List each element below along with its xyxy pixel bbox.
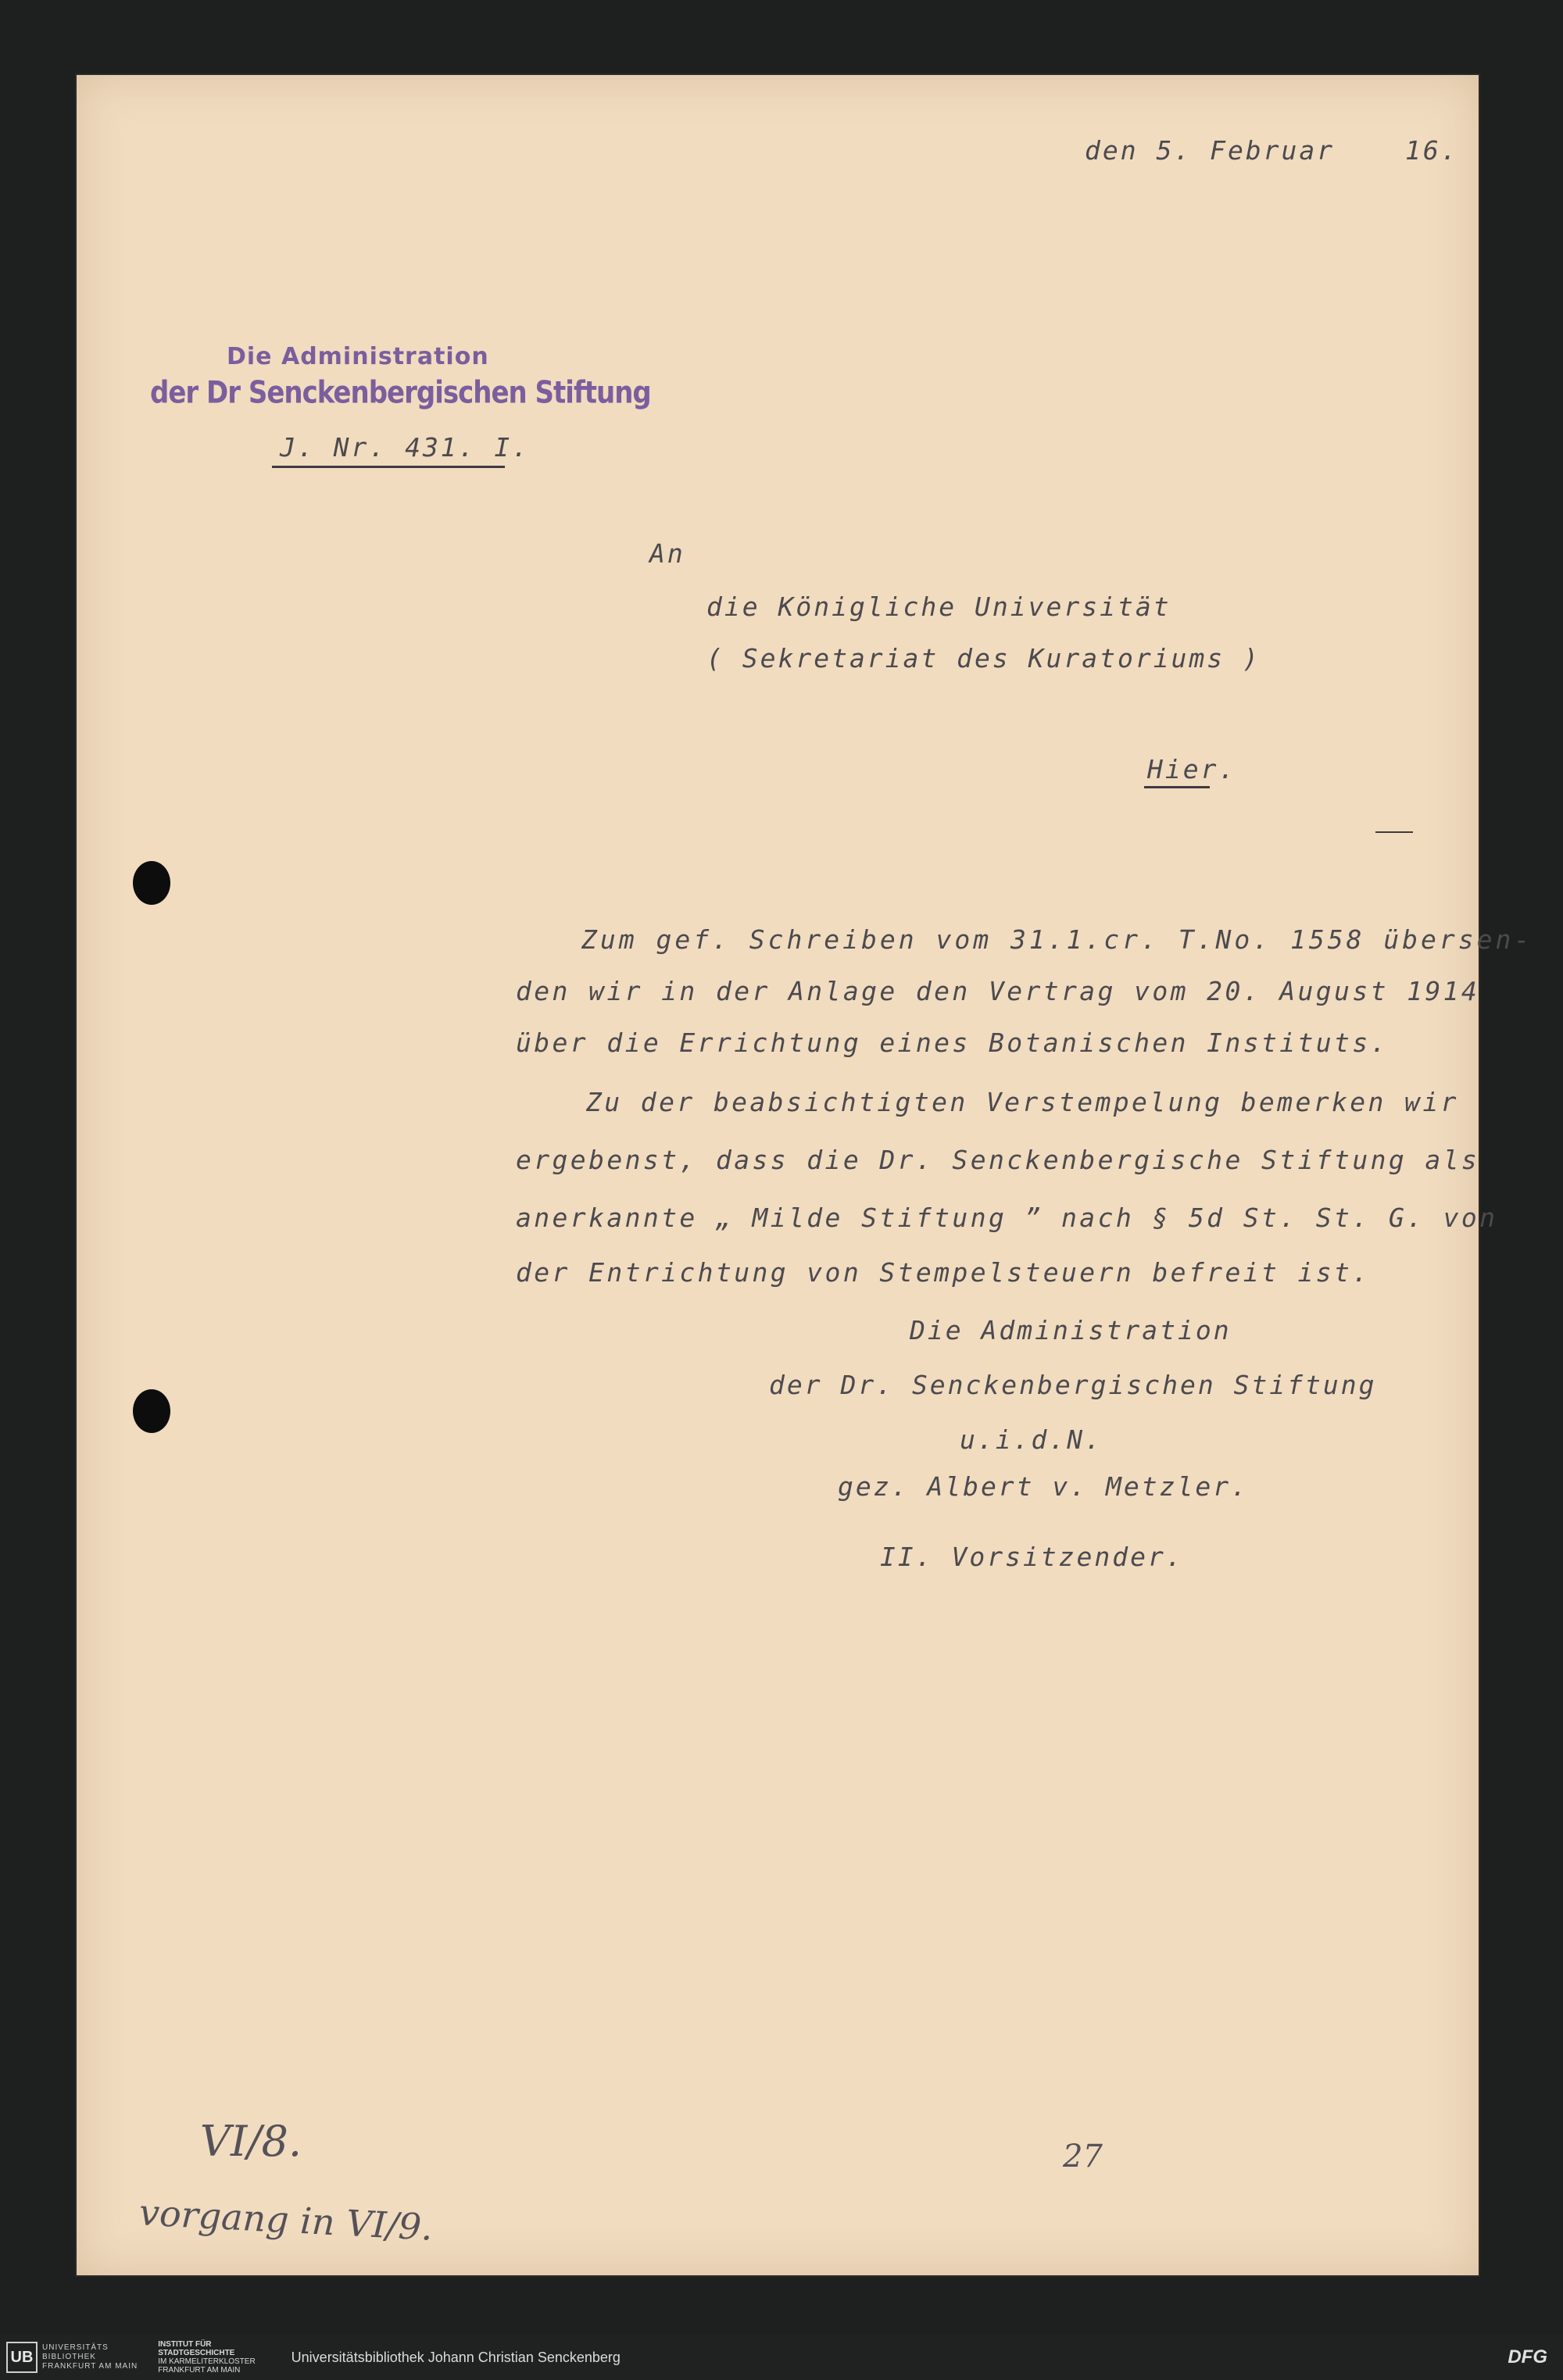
body-line-7: der Entrichtung von Stempelsteuern befreit ist. xyxy=(516,1257,1371,1288)
recipient-location: Hier. xyxy=(1147,754,1237,784)
body-line-6: anerkannte „ Milde Stiftung ” nach § 5d St. St. G. von xyxy=(516,1203,1498,1233)
ub-text-line3: FRANKFURT AM MAIN xyxy=(42,2362,138,2371)
signature-line1: Die Administration xyxy=(910,1315,1232,1345)
letter-page xyxy=(77,75,1533,2275)
administration-stamp-line2: der Dr Senckenbergischen Stiftung xyxy=(150,375,651,411)
library-name: Universitätsbibliothek Johann Christian Senckenberg xyxy=(291,2349,621,2365)
handwritten-note: vorgang in VI/9. xyxy=(138,2191,435,2249)
signature-line2: der Dr. Senckenbergischen Stiftung xyxy=(769,1370,1377,1400)
recipient-line2: ( Sekretariat des Kuratoriums ) xyxy=(706,643,1261,674)
body-line-3: über die Errichtung eines Botanischen Instituts. xyxy=(516,1027,1389,1058)
handwritten-folio: VI/8. xyxy=(200,2117,302,2166)
body-line-1: Zum gef. Schreiben vom 31.1.cr. T.No. 1558 übersen- xyxy=(581,924,1533,955)
journal-number: J. Nr. 431. I. xyxy=(280,432,531,463)
footer-bar xyxy=(0,2335,1563,2380)
signature-line5: II. Vorsitzender. xyxy=(880,1542,1184,1572)
body-line-2: den wir in der Anlage den Vertrag vom 20. August 1914 xyxy=(516,976,1480,1006)
ub-logo-text xyxy=(42,2343,138,2371)
body-line-4: Zu der beabsichtigten Verstempelung bemerken wir xyxy=(586,1087,1459,1117)
institute-line1: INSTITUT FÜR xyxy=(158,2340,212,2349)
ub-text-line2: BIBLIOTHEK xyxy=(42,2353,96,2361)
salutation-an: An xyxy=(649,538,685,569)
ub-logo xyxy=(6,2340,138,2375)
journal-number-underline xyxy=(272,466,505,468)
body-line-5: ergebenst, dass die Dr. Senckenbergische Stiftung als xyxy=(516,1145,1480,1175)
dfg-logo: DFG xyxy=(1508,2346,1547,2367)
institute-line4: FRANKFURT AM MAIN xyxy=(158,2366,241,2375)
institute-line3: IM KARMELITERKLOSTER xyxy=(158,2357,256,2366)
institute-line2: STADTGESCHICHTE xyxy=(158,2349,235,2357)
recipient-line1: die Königliche Universität xyxy=(706,591,1171,622)
letter-date: den 5. Februar xyxy=(1085,135,1336,166)
signature-line3: u.i.d.N. xyxy=(960,1424,1103,1455)
ub-badge: UB xyxy=(6,2342,38,2373)
punch-hole-bottom xyxy=(133,1389,170,1433)
signature-line4: gez. Albert v. Metzler. xyxy=(838,1471,1249,1502)
letter-year: 16. xyxy=(1405,135,1459,166)
punch-hole-top xyxy=(133,861,170,905)
handwritten-page-number: 27 xyxy=(1063,2139,1103,2175)
institute-logo xyxy=(158,2340,255,2375)
administration-stamp-line1: Die Administration xyxy=(227,343,489,370)
ub-text-line1: UNIVERSITÄTS xyxy=(42,2343,109,2352)
margin-dash xyxy=(1375,831,1413,833)
location-underline xyxy=(1144,786,1210,788)
